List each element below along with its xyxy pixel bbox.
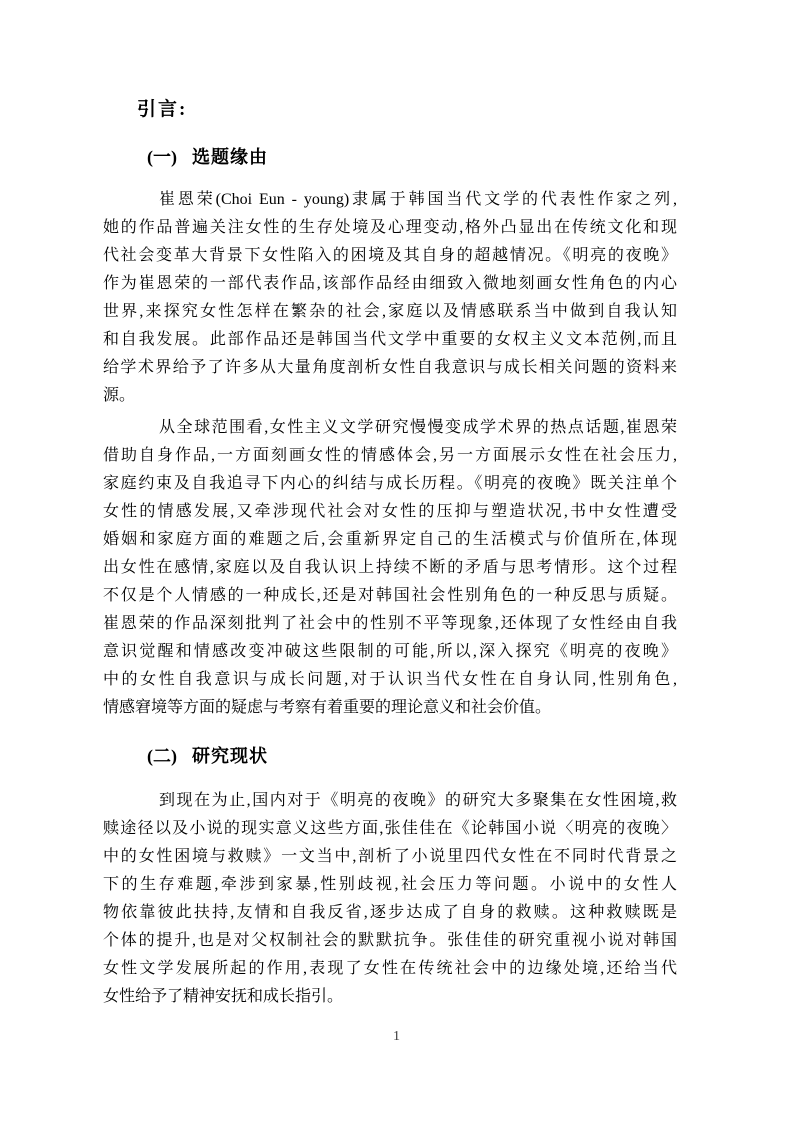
text-line: 世界,来探究女性怎样在繁杂的社会,家庭以及情感联系当中做到自我认知 [103, 303, 677, 320]
text-line: 出女性在感情,家庭以及自我认识上持续不断的矛盾与思考情形。这个过程 [103, 559, 677, 576]
text-line: 崔恩荣的作品深刻批判了社会中的性别不平等现象,还体现了女性经由自我 [103, 615, 677, 632]
text-line: 物依靠彼此扶持,友情和自我反省,逐步达成了自身的救赎。这种救赎既是 [103, 904, 677, 921]
text-line: 女性的情感发展,又牵涉现代社会对女性的压抑与塑造状况,书中女性遭受 [103, 503, 677, 520]
text-line: 给学术界给予了许多从大量角度剖析女性自我意识与成长相关问题的资料来 [103, 359, 677, 376]
text-line: 和自我发展。此部作品还是韩国当代文学中重要的女权主义文本范例,而且 [103, 331, 677, 348]
text-line: 中的女性自我意识与成长问题,对于认识当代女性在自身认同,性别角色, [103, 671, 677, 688]
heading-number: (一) [147, 147, 177, 167]
section-heading-2 [147, 746, 268, 768]
text-line: 家庭约束及自我追寻下内心的纠结与成长历程。《明亮的夜晚》既关注单个 [103, 475, 677, 492]
page-number: 1 [393, 1029, 400, 1044]
section-heading-1 [147, 147, 268, 169]
text-line: 借助自身作品,一方面刻画女性的情感体会,另一方面展示女性在社会压力, [103, 447, 677, 464]
text-line: 个体的提升,也是对父权制社会的默默抗争。张佳佳的研究重视小说对韩国 [103, 932, 677, 949]
paragraph [103, 787, 677, 1011]
document-title: 引言: [137, 99, 188, 120]
text-line: 下的生存难题,牵涉到家暴,性别歧视,社会压力等问题。小说中的女性人 [103, 876, 677, 893]
text-line: 作为崔恩荣的一部代表作品,该部作品经由细致入微地刻画女性角色的内心 [103, 275, 677, 292]
text-line: 崔恩荣(Choi Eun - young)隶属于韩国当代文学的代表性作家之列, [159, 191, 677, 208]
heading-label: 选题缘由 [192, 147, 268, 167]
text-line: 女性文学发展所起的作用,表现了女性在传统社会中的边缘处境,还给当代 [103, 960, 677, 977]
paragraph [103, 414, 677, 722]
text-line: 不仅是个人情感的一种成长,还是对韩国社会性别角色的一种反思与质疑。 [103, 587, 677, 604]
heading-label: 研究现状 [192, 746, 268, 766]
text-line: 从全球范围看,女性主义文学研究慢慢变成学术界的热点话题,崔恩荣 [159, 419, 677, 436]
text-line: 赎途径以及小说的现实意义这些方面,张佳佳在《论韩国小说〈明亮的夜晚〉 [103, 820, 677, 837]
text-line: 婚姻和家庭方面的难题之后,会重新界定自己的生活模式与价值所在,体现 [103, 531, 677, 548]
text-line: 情感窘境等方面的疑虑与考察有着重要的理论意义和社会价值。 [103, 699, 552, 716]
text-line: 到现在为止,国内对于《明亮的夜晚》的研究大多聚集在女性困境,救 [159, 792, 677, 809]
text-line: 她的作品普遍关注女性的生存处境及心理变动,格外凸显出在传统文化和现 [103, 219, 677, 236]
text-line: 意识觉醒和情感改变冲破这些限制的可能,所以,深入探究《明亮的夜晚》 [103, 643, 677, 660]
text-line: 女性给予了精神安抚和成长指引。 [103, 988, 344, 1005]
text-line: 中的女性困境与救赎》一文当中,剖析了小说里四代女性在不同时代背景之 [103, 848, 677, 865]
paragraph [103, 186, 677, 410]
text-line: 代社会变革大背景下女性陷入的困境及其自身的超越情况。《明亮的夜晚》 [103, 247, 677, 264]
heading-number: (二) [147, 746, 177, 766]
text-line: 源。 [103, 387, 136, 404]
